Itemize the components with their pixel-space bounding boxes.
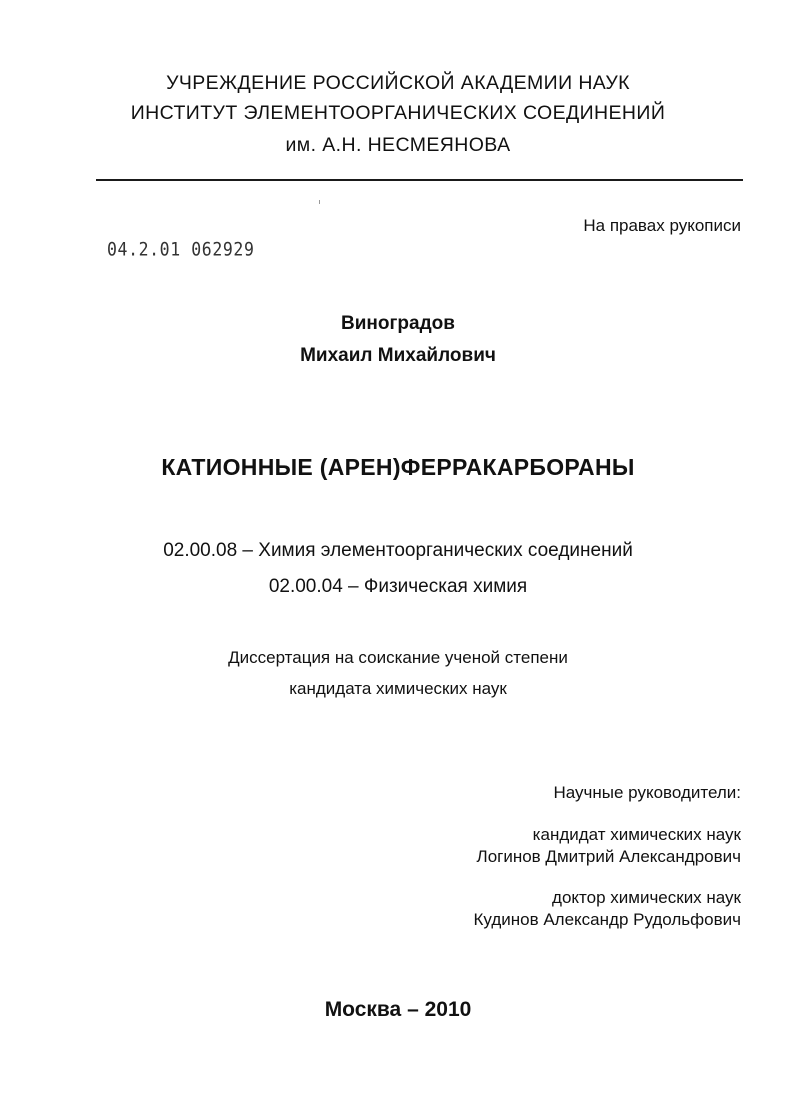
supervisor-1-name: Логинов Дмитрий Александрович [476, 847, 741, 866]
degree-line-2: кандидата химических наук [289, 679, 507, 698]
header-divider [96, 179, 743, 181]
author-name: Михаил Михайлович [300, 345, 496, 366]
dissertation-title: КАТИОННЫЕ (АРЕН)ФЕРРАКАРБОРАНЫ [161, 454, 635, 480]
author-surname: Виноградов [341, 313, 455, 334]
manuscript-rights-note: На правах рукописи [583, 216, 741, 235]
institution-line-2: ИНСТИТУТ ЭЛЕМЕНТООРГАНИЧЕСКИХ СОЕДИНЕНИЙ [130, 102, 666, 124]
institution-line-3: им. А.Н. НЕСМЕЯНОВА [285, 134, 511, 156]
specialty-2: 02.00.04 – Физическая химия [268, 576, 528, 597]
library-stamp-number: 04.2.01 062929 [107, 238, 255, 260]
specialty-1: 02.00.08 – Химия элементоорганических соединений [163, 540, 633, 561]
supervisor-1-degree: кандидат химических наук [532, 825, 741, 844]
city-year: Москва – 2010 [324, 998, 472, 1021]
institution-line-1: УЧРЕЖДЕНИЕ РОССИЙСКОЙ АКАДЕМИИ НАУК [166, 72, 630, 94]
supervisor-2-name: Кудинов Александр Рудольфович [473, 910, 741, 929]
supervisors-heading: Научные руководители: [553, 783, 741, 802]
scan-speck [319, 200, 320, 204]
degree-line-1: Диссертация на соискание ученой степени [228, 648, 568, 667]
supervisor-2-degree: доктор химических наук [552, 888, 741, 907]
